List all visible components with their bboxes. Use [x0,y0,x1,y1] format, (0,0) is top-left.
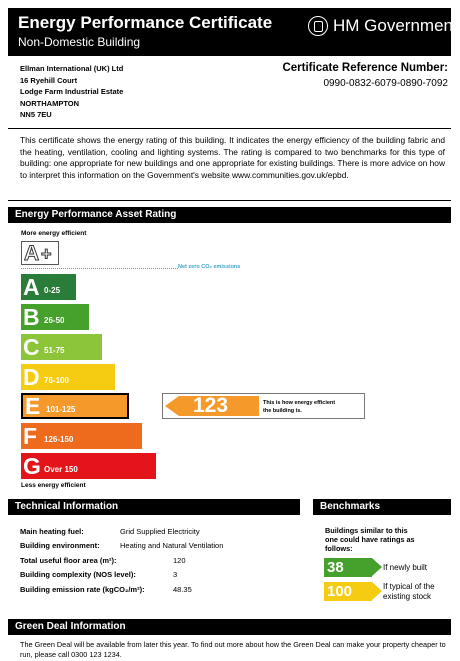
band-letter: G [23,453,41,479]
tech-value: 3 [173,570,178,579]
rating-note-line: the building is. [263,408,302,414]
benchmark-label-line: If typical of the [383,582,435,591]
benchmark-arrow-icon [372,582,382,600]
rating-band-e [21,393,129,419]
address-line: Ellman International (UK) Ltd [20,64,124,73]
band-letter: B [23,304,40,330]
tech-value: 48.35 [173,585,192,594]
band-range: 101-125 [46,405,76,414]
band-letter: C [23,334,40,360]
benchmark-value: 100 [327,583,353,600]
intro-text: This certificate shows the energy rating of this building. It indicates the energy efficiency of the building fabric and the heating, ventilation, cooling and lighting systems. The rating is compared to two benchmarks for this type of building: one appropriate for new buildings and one appropriate for existing buildings. There is more advice on how to interpret this information on the Government's website www.communities.gov.uk/epbd. [20,135,445,180]
tech-label: Building complexity (NOS level): [20,570,136,579]
certificate-subtitle: Non-Domestic Building [18,35,141,49]
band-range: 51-75 [44,346,65,355]
benchmarks-intro-line: follows: [325,544,353,553]
rating-arrow-icon [165,396,179,416]
tech-row [20,541,100,550]
rating-band-g [21,453,156,479]
current-rating-indicator [162,393,365,419]
tech-value: 120 [173,556,186,565]
current-rating-note [263,399,335,415]
rating-band-f [21,423,142,449]
band-range: 26-50 [44,316,65,325]
band-range: 126-150 [44,435,74,444]
tech-label: Building emission rate (kgCO₂/m²): [20,585,145,594]
band-range: 76-100 [44,376,69,385]
green-deal-text: The Green Deal will be available from later this year. To find out more about how the Green Deal can make your property cheaper to run, please call 0300 123 1234. [20,640,446,659]
tech-label: Main heating fuel: [20,527,84,536]
benchmarks-intro-line: one could have ratings as [325,535,415,544]
tech-label: Building environment: [20,541,100,550]
a-plus-letter: A [24,242,40,265]
tech-value: Grid Supplied Electricity [120,527,200,536]
current-rating-value: 123 [179,396,259,416]
reference-label: Certificate Reference Number: [282,62,448,74]
benchmark-label [383,582,435,602]
band-range: Over 150 [44,465,78,474]
benchmarks-heading: Benchmarks [313,499,451,515]
benchmark-arrow-icon [372,558,382,576]
asset-rating-heading: Energy Performance Asset Rating [8,207,451,223]
a-plus-band [21,241,59,265]
reference-number: 0990-0832-6079-0890-7092 [323,78,448,89]
rating-band-b [21,304,89,330]
tech-row [20,585,145,594]
less-efficient-label: Less energy efficient [21,482,86,489]
address-line: 16 Ryehill Court [20,75,78,85]
benchmark-value: 38 [327,559,344,576]
rating-band-d [21,364,115,390]
net-zero-line [21,268,178,269]
benchmarks-intro-line: Buildings similar to this [325,526,408,535]
tech-label: Total useful floor area (m²): [20,556,117,565]
hm-government-label: HM Government [333,16,458,35]
band-range: 0-25 [44,286,61,295]
band-letter: D [23,364,40,390]
more-efficient-label: More energy efficient [21,230,87,237]
benchmark-typical-stock [324,582,372,601]
benchmarks-intro [325,526,415,553]
a-plus-sign: + [41,244,52,264]
band-letter: A [23,274,40,300]
benchmark-label: If newly built [383,563,428,572]
tech-row [20,527,84,536]
tech-row [20,570,136,579]
net-zero-label: Net zero CO₂ emissions [178,264,241,270]
band-letter: E [25,393,41,419]
tech-row [20,556,117,565]
technical-info-heading: Technical Information [8,499,300,515]
address-line: NN5 7EU [20,110,52,119]
certificate-header [8,8,458,56]
certificate-title: Energy Performance Certificate [18,13,273,32]
address-line: Lodge Farm Industrial Estate [20,87,124,96]
address-line: NORTHAMPTON [20,98,80,108]
building-address [20,63,123,121]
band-letter: F [23,423,38,449]
tech-value: Heating and Natural Ventilation [120,541,224,550]
hm-government-logo [308,16,458,36]
rating-band-a [21,274,76,300]
rating-band-c [21,334,102,360]
rating-note-line: This is how energy efficient [263,400,336,406]
benchmark-new-build [324,558,372,577]
green-deal-heading: Green Deal Information [8,619,451,635]
benchmark-label-line: existing stock [383,592,432,601]
royal-crest-icon [308,16,328,36]
